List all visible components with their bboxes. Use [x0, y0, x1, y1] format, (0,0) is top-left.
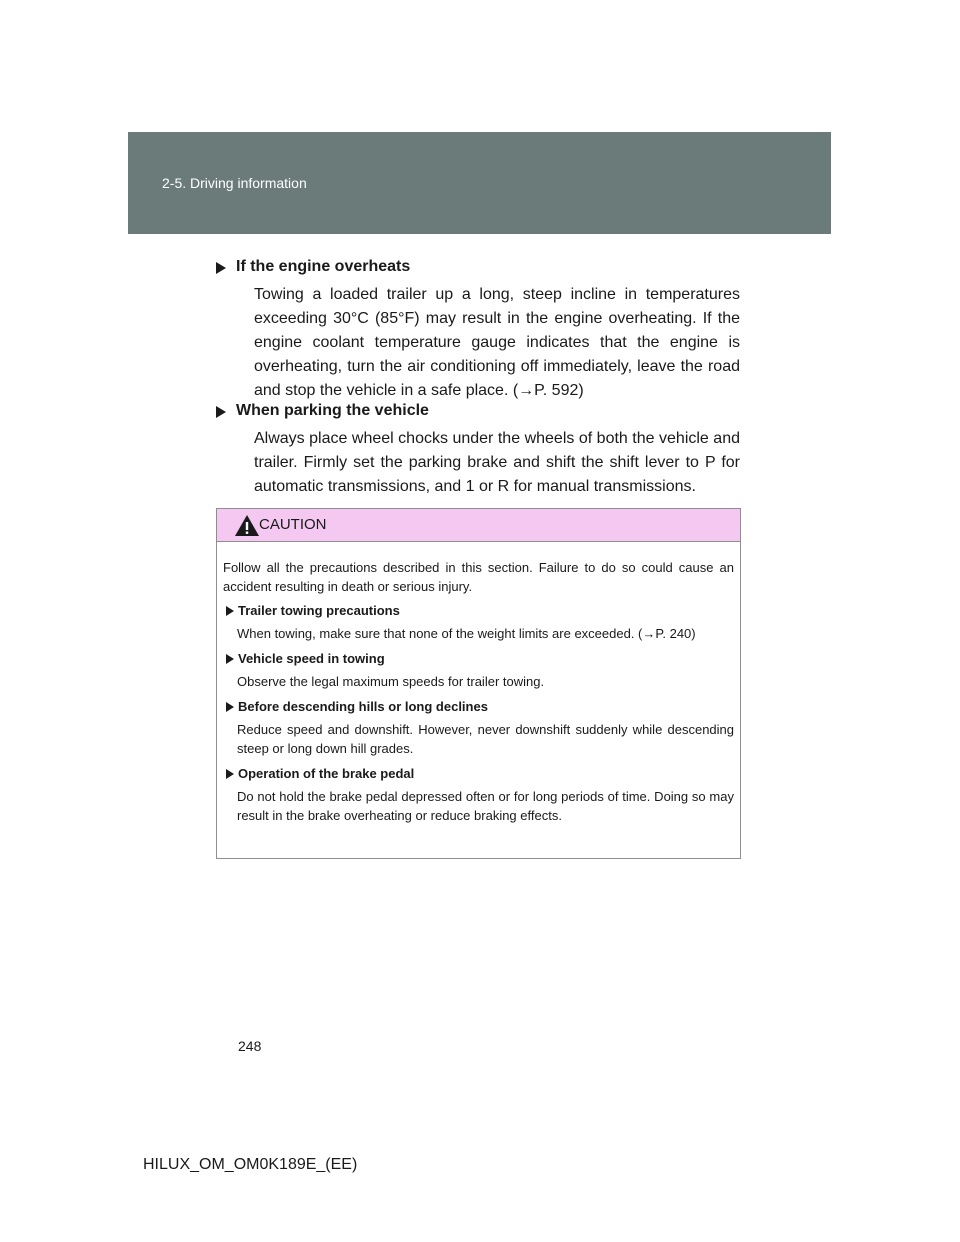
caution-box — [216, 508, 741, 859]
triangle-bullet-icon — [216, 262, 226, 274]
caution-item-title: Before descending hills or long declines — [223, 699, 734, 714]
caution-intro: Follow all the precautions described in this section. Failure to do so could cause an accident resulting in death or serious injury. — [223, 560, 734, 594]
section-body: Always place wheel chocks under the wheels of both the vehicle and trailer. Firmly set the parking brake and shift the shift lever to P for automatic transmissions, and 1 or R for manual transmissions. — [254, 430, 740, 495]
caution-title: CAUTION — [259, 516, 327, 533]
triangle-bullet-icon — [226, 769, 234, 779]
caution-item-title: Vehicle speed in towing — [223, 651, 734, 666]
caution-item-body: When towing, make sure that none of the weight limits are exceeded. (→P. 240) — [237, 626, 696, 641]
page-number: 248 — [238, 1038, 262, 1054]
caution-content — [217, 542, 740, 825]
chapter-title: 2-5. Driving information — [162, 175, 307, 191]
section-engine-overheats — [236, 258, 740, 403]
section-title: When parking the vehicle — [236, 402, 429, 419]
section-title: If the engine overheats — [236, 258, 411, 275]
caution-item-title: Operation of the brake pedal — [223, 766, 734, 781]
section-parking-vehicle — [236, 402, 740, 499]
caution-item-title: Trailer towing precautions — [223, 603, 734, 618]
caution-item-body: Observe the legal maximum speeds for trailer towing. — [237, 674, 545, 689]
triangle-bullet-icon — [226, 606, 234, 616]
chapter-header — [128, 132, 831, 234]
warning-icon — [234, 514, 260, 537]
triangle-bullet-icon — [216, 406, 226, 418]
caution-header — [217, 509, 740, 542]
document-code: HILUX_OM_OM0K189E_(EE) — [143, 1156, 358, 1173]
triangle-bullet-icon — [226, 654, 234, 664]
triangle-bullet-icon — [226, 702, 234, 712]
caution-item-body: Reduce speed and downshift. However, never downshift suddenly while descending steep or long down hill grades. — [237, 722, 734, 756]
caution-item-body: Do not hold the brake pedal depressed often or for long periods of time. Doing so may result in the brake overheating or reduce braking effects. — [237, 789, 734, 823]
section-body: Towing a loaded trailer up a long, steep incline in temperatures exceeding 30°C (85°F) may result in the engine overheating. If the engine coolant temperature gauge indicates that the engine is overheating, turn the air conditioning off immediately, leave the road and stop the vehicle in a safe place. (→P. 592) — [254, 286, 740, 399]
